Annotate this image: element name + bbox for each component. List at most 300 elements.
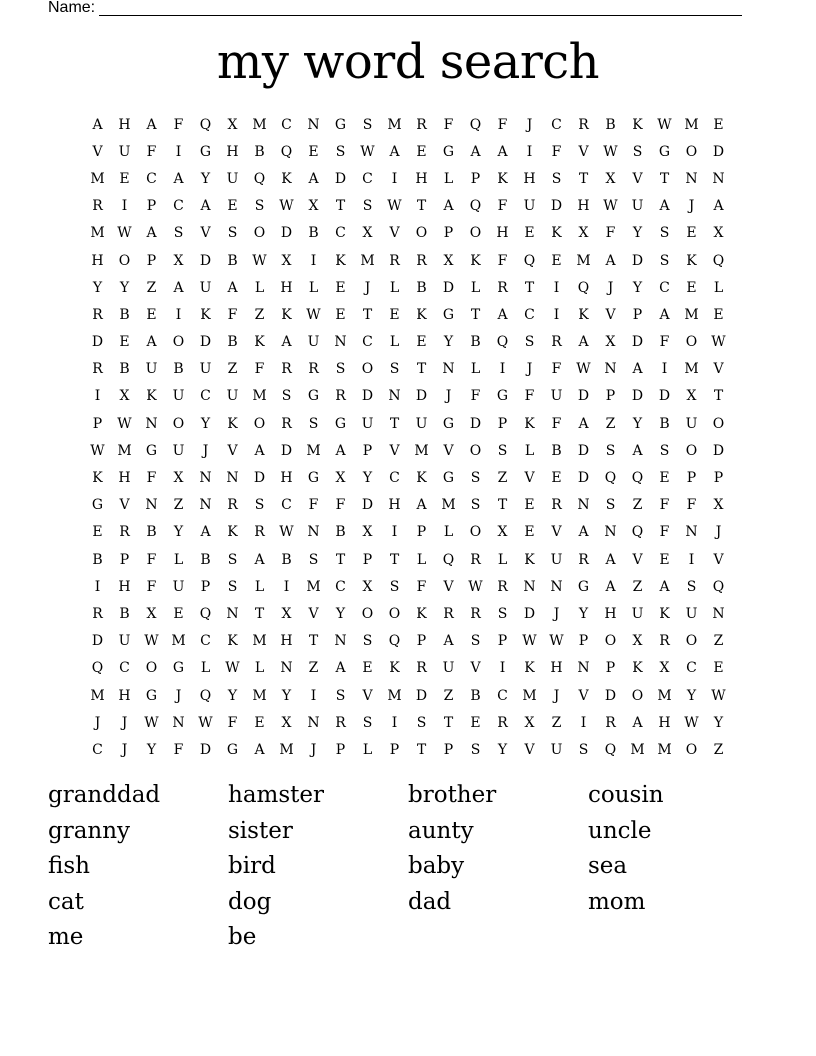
grid-cell: A xyxy=(200,198,211,215)
word-list-item: hamster xyxy=(228,782,324,808)
grid-cell: I xyxy=(94,388,101,405)
grid-cell: D xyxy=(604,687,617,704)
grid-cell: F xyxy=(146,551,157,568)
grid-cell: E xyxy=(227,198,238,215)
grid-cell: W xyxy=(198,714,213,731)
grid-cell: K xyxy=(470,252,481,269)
grid-cell: G xyxy=(334,415,347,432)
grid-cell: N xyxy=(307,524,320,541)
grid-cell: G xyxy=(145,687,158,704)
grid-cell: D xyxy=(631,252,644,269)
grid-cell: N xyxy=(172,714,185,731)
grid-cell: E xyxy=(335,306,346,323)
grid-cell: Z xyxy=(173,497,184,514)
grid-cell: V xyxy=(92,143,103,160)
grid-cell: F xyxy=(659,524,670,541)
grid-cell: S xyxy=(659,252,670,269)
grid-cell: X xyxy=(146,605,157,622)
grid-cell: X xyxy=(173,470,184,487)
grid-cell: M xyxy=(171,633,186,650)
grid-cell: P xyxy=(605,388,616,405)
letter-grid xyxy=(84,111,732,764)
grid-cell: M xyxy=(441,497,456,514)
grid-cell: I xyxy=(283,578,290,595)
page-title: my word search xyxy=(216,34,600,90)
grid-cell: G xyxy=(442,306,455,323)
grid-cell: X xyxy=(713,225,724,242)
grid-cell: K xyxy=(524,551,535,568)
grid-cell: H xyxy=(415,170,428,187)
grid-cell: W xyxy=(387,198,402,215)
grid-cell: U xyxy=(199,279,212,296)
grid-cell: V xyxy=(470,660,481,677)
grid-cell: T xyxy=(416,361,427,378)
grid-cell: A xyxy=(92,116,103,133)
grid-cell: L xyxy=(443,524,454,541)
grid-cell: H xyxy=(91,252,104,269)
grid-cell: R xyxy=(119,524,130,541)
grid-cell: F xyxy=(173,741,184,758)
grid-cell: M xyxy=(657,741,672,758)
grid-cell: A xyxy=(281,334,292,351)
grid-cell: E xyxy=(470,714,481,731)
grid-cell: O xyxy=(469,225,482,242)
grid-cell: T xyxy=(335,198,346,215)
grid-cell: W xyxy=(90,442,105,459)
grid-cell: E xyxy=(686,225,697,242)
grid-cell: E xyxy=(119,170,130,187)
grid-cell: X xyxy=(281,605,292,622)
grid-cell: R xyxy=(605,714,616,731)
word-list xyxy=(48,778,768,956)
word-list-item: aunty xyxy=(408,817,474,844)
grid-cell: X xyxy=(281,252,292,269)
grid-cell: N xyxy=(523,578,536,595)
grid-cell: A xyxy=(659,198,670,215)
grid-cell: A xyxy=(443,198,454,215)
grid-cell: A xyxy=(200,524,211,541)
grid-cell: H xyxy=(226,143,239,160)
grid-cell: M xyxy=(117,442,132,459)
grid-cell: A xyxy=(497,306,508,323)
grid-cell: C xyxy=(281,116,292,133)
grid-cell: Q xyxy=(712,252,725,269)
grid-cell: V xyxy=(632,170,643,187)
grid-cell: L xyxy=(200,660,211,677)
grid-cell: H xyxy=(118,470,131,487)
grid-cell: E xyxy=(119,334,130,351)
grid-cell: O xyxy=(145,660,158,677)
grid-cell: S xyxy=(632,143,643,160)
grid-cell: I xyxy=(553,279,560,296)
grid-cell: S xyxy=(686,578,697,595)
grid-cell: H xyxy=(118,116,131,133)
grid-cell: M xyxy=(576,252,591,269)
grid-cell: X xyxy=(281,714,292,731)
grid-cell: N xyxy=(199,470,212,487)
grid-cell: G xyxy=(658,143,671,160)
grid-cell: U xyxy=(550,388,563,405)
grid-cell: L xyxy=(443,170,454,187)
grid-cell: R xyxy=(335,388,346,405)
grid-cell: A xyxy=(605,578,616,595)
grid-cell: I xyxy=(499,361,506,378)
grid-cell: W xyxy=(279,198,294,215)
grid-cell: L xyxy=(254,279,265,296)
grid-cell: Q xyxy=(199,116,212,133)
grid-cell: E xyxy=(713,116,724,133)
grid-cell: K xyxy=(92,470,103,487)
grid-cell: M xyxy=(684,306,699,323)
grid-cell: J xyxy=(94,714,101,731)
grid-cell: T xyxy=(713,388,724,405)
grid-cell: I xyxy=(310,252,317,269)
grid-cell: I xyxy=(526,143,533,160)
grid-cell: I xyxy=(175,143,182,160)
grid-cell: J xyxy=(526,361,533,378)
grid-cell: G xyxy=(496,388,509,405)
grid-cell: Y xyxy=(200,415,211,432)
grid-cell: I xyxy=(391,524,398,541)
grid-cell: H xyxy=(388,497,401,514)
grid-cell: B xyxy=(281,551,292,568)
grid-cell: K xyxy=(281,170,292,187)
grid-cell: L xyxy=(254,660,265,677)
grid-cell: N xyxy=(307,714,320,731)
grid-cell: O xyxy=(253,415,266,432)
grid-cell: S xyxy=(362,633,373,650)
grid-cell: N xyxy=(685,170,698,187)
grid-cell: C xyxy=(281,497,292,514)
grid-cell: K xyxy=(416,470,427,487)
grid-cell: S xyxy=(389,361,400,378)
grid-cell: T xyxy=(389,415,400,432)
grid-cell: F xyxy=(470,388,481,405)
grid-cell: R xyxy=(92,605,103,622)
grid-cell: W xyxy=(279,524,294,541)
grid-cell: P xyxy=(362,442,373,459)
grid-cell: D xyxy=(199,334,212,351)
grid-cell: M xyxy=(252,388,267,405)
grid-cell: E xyxy=(308,143,319,160)
grid-cell: W xyxy=(252,252,267,269)
grid-cell: R xyxy=(92,306,103,323)
grid-cell: M xyxy=(684,361,699,378)
word-list-item: bird xyxy=(228,853,276,880)
grid-cell: R xyxy=(416,660,427,677)
grid-cell: Q xyxy=(631,524,644,541)
grid-cell: I xyxy=(391,714,398,731)
grid-cell: U xyxy=(631,198,644,215)
grid-cell: X xyxy=(362,578,373,595)
grid-cell: X xyxy=(173,252,184,269)
grid-cell: W xyxy=(549,633,564,650)
grid-cell: V xyxy=(713,361,724,378)
grid-cell: N xyxy=(604,524,617,541)
grid-cell: E xyxy=(173,605,184,622)
grid-cell: M xyxy=(630,741,645,758)
grid-cell: O xyxy=(415,225,428,242)
grid-cell: P xyxy=(416,633,427,650)
grid-cell: S xyxy=(470,470,481,487)
grid-cell: J xyxy=(175,687,182,704)
grid-cell: O xyxy=(469,442,482,459)
name-underline xyxy=(99,2,742,16)
grid-cell: P xyxy=(92,415,103,432)
word-list-item: granny xyxy=(48,817,131,844)
grid-cell: K xyxy=(578,306,589,323)
grid-cell: S xyxy=(362,116,373,133)
grid-cell: F xyxy=(308,497,319,514)
grid-cell: S xyxy=(605,497,616,514)
grid-cell: R xyxy=(308,361,319,378)
grid-cell: M xyxy=(684,116,699,133)
grid-cell: A xyxy=(605,551,616,568)
grid-cell: S xyxy=(254,198,265,215)
grid-cell: E xyxy=(713,306,724,323)
grid-cell: Y xyxy=(227,687,238,704)
grid-cell: D xyxy=(550,198,563,215)
grid-cell: A xyxy=(146,334,157,351)
grid-cell: S xyxy=(227,225,238,242)
grid-cell: Q xyxy=(604,741,617,758)
grid-cell: T xyxy=(524,279,535,296)
grid-cell: X xyxy=(443,252,454,269)
word-list-item: cat xyxy=(48,888,84,915)
grid-cell: U xyxy=(685,415,698,432)
grid-cell: Z xyxy=(713,741,724,758)
grid-cell: J xyxy=(688,198,695,215)
grid-cell: Z xyxy=(632,497,643,514)
grid-cell: M xyxy=(657,687,672,704)
grid-cell: Q xyxy=(712,578,725,595)
grid-cell: A xyxy=(308,170,319,187)
grid-cell: M xyxy=(252,116,267,133)
grid-cell: E xyxy=(659,551,670,568)
grid-cell: U xyxy=(442,660,455,677)
grid-cell: J xyxy=(202,442,209,459)
grid-cell: X xyxy=(362,225,373,242)
grid-cell: G xyxy=(307,388,320,405)
grid-cell: E xyxy=(551,470,562,487)
grid-cell: Q xyxy=(388,633,401,650)
grid-cell: C xyxy=(200,633,211,650)
grid-cell: J xyxy=(310,741,317,758)
grid-cell: K xyxy=(227,415,238,432)
grid-cell: A xyxy=(659,306,670,323)
grid-cell: B xyxy=(335,524,346,541)
grid-cell: S xyxy=(470,741,481,758)
grid-cell: F xyxy=(551,415,562,432)
grid-cell: D xyxy=(712,442,725,459)
word-list-item: baby xyxy=(408,853,465,880)
grid-cell: N xyxy=(712,605,725,622)
grid-cell: Q xyxy=(469,116,482,133)
grid-cell: X xyxy=(578,225,589,242)
word-list-item: mom xyxy=(588,888,646,915)
grid-cell: Z xyxy=(497,470,508,487)
grid-cell: A xyxy=(470,143,481,160)
grid-cell: R xyxy=(497,279,508,296)
grid-cell: E xyxy=(416,143,427,160)
grid-cell: L xyxy=(173,551,184,568)
grid-cell: M xyxy=(414,442,429,459)
grid-cell: I xyxy=(580,714,587,731)
grid-cell: Y xyxy=(632,415,643,432)
grid-cell: D xyxy=(91,633,104,650)
grid-cell: G xyxy=(91,497,104,514)
grid-cell: P xyxy=(200,578,211,595)
grid-cell: L xyxy=(524,442,535,459)
grid-cell: B xyxy=(119,605,130,622)
grid-cell: T xyxy=(497,497,508,514)
grid-cell: Z xyxy=(551,714,562,731)
grid-cell: N xyxy=(712,170,725,187)
grid-cell: M xyxy=(252,633,267,650)
grid-cell: W xyxy=(657,116,672,133)
grid-cell: W xyxy=(603,198,618,215)
grid-cell: H xyxy=(280,633,293,650)
grid-cell: H xyxy=(658,714,671,731)
grid-cell: Z xyxy=(632,578,643,595)
grid-cell: H xyxy=(118,578,131,595)
grid-cell: N xyxy=(388,388,401,405)
grid-cell: B xyxy=(200,551,211,568)
grid-cell: Z xyxy=(713,633,724,650)
grid-cell: L xyxy=(389,279,400,296)
grid-cell: J xyxy=(121,741,128,758)
grid-cell: K xyxy=(281,306,292,323)
grid-cell: P xyxy=(443,741,454,758)
grid-cell: E xyxy=(524,497,535,514)
grid-cell: W xyxy=(603,143,618,160)
grid-cell: F xyxy=(173,116,184,133)
grid-cell: Q xyxy=(91,660,104,677)
grid-cell: D xyxy=(577,388,590,405)
grid-cell: N xyxy=(226,605,239,622)
grid-cell: L xyxy=(497,551,508,568)
grid-cell: Y xyxy=(362,470,373,487)
grid-cell: K xyxy=(389,660,400,677)
grid-cell: R xyxy=(470,551,481,568)
grid-cell: V xyxy=(200,225,211,242)
grid-cell: K xyxy=(686,252,697,269)
grid-cell: F xyxy=(497,252,508,269)
grid-cell: D xyxy=(442,279,455,296)
grid-cell: C xyxy=(335,225,346,242)
grid-cell: A xyxy=(659,578,670,595)
grid-cell: U xyxy=(172,442,185,459)
grid-cell: S xyxy=(389,578,400,595)
grid-cell: U xyxy=(550,551,563,568)
grid-cell: R xyxy=(92,198,103,215)
grid-cell: S xyxy=(470,633,481,650)
grid-cell: P xyxy=(632,306,643,323)
grid-cell: X xyxy=(119,388,130,405)
grid-cell: Y xyxy=(578,605,589,622)
grid-cell: D xyxy=(469,415,482,432)
grid-cell: G xyxy=(145,442,158,459)
grid-cell: H xyxy=(496,225,509,242)
grid-cell: V xyxy=(713,551,724,568)
grid-cell: A xyxy=(578,415,589,432)
grid-cell: G xyxy=(307,470,320,487)
grid-cell: W xyxy=(711,334,726,351)
grid-cell: P xyxy=(497,415,508,432)
grid-cell: I xyxy=(553,306,560,323)
grid-cell: N xyxy=(577,497,590,514)
grid-cell: I xyxy=(310,687,317,704)
grid-cell: D xyxy=(631,334,644,351)
grid-cell: N xyxy=(226,470,239,487)
grid-cell: D xyxy=(91,334,104,351)
grid-cell: O xyxy=(685,143,698,160)
grid-cell: G xyxy=(442,470,455,487)
grid-cell: X xyxy=(713,497,724,514)
grid-cell: U xyxy=(415,415,428,432)
grid-cell: A xyxy=(254,442,265,459)
grid-cell: P xyxy=(497,633,508,650)
grid-cell: P xyxy=(605,660,616,677)
grid-cell: S xyxy=(362,198,373,215)
grid-cell: M xyxy=(387,116,402,133)
grid-cell: Y xyxy=(281,687,292,704)
grid-cell: W xyxy=(117,225,132,242)
grid-cell: F xyxy=(497,198,508,215)
grid-cell: I xyxy=(688,551,695,568)
grid-cell: F xyxy=(659,334,670,351)
grid-cell: V xyxy=(578,143,589,160)
grid-cell: B xyxy=(659,415,670,432)
grid-cell: S xyxy=(335,687,346,704)
grid-cell: B xyxy=(605,116,616,133)
grid-cell: F xyxy=(227,306,238,323)
grid-cell: C xyxy=(362,334,373,351)
grid-cell: O xyxy=(172,334,185,351)
grid-cell: R xyxy=(470,605,481,622)
grid-cell: P xyxy=(146,252,157,269)
grid-cell: Q xyxy=(604,470,617,487)
grid-cell: W xyxy=(468,578,483,595)
grid-cell: A xyxy=(389,143,400,160)
grid-cell: O xyxy=(361,361,374,378)
grid-cell: K xyxy=(632,116,643,133)
grid-cell: X xyxy=(524,714,535,731)
grid-cell: D xyxy=(361,388,374,405)
grid-cell: A xyxy=(578,334,589,351)
grid-cell: U xyxy=(172,578,185,595)
grid-cell: U xyxy=(685,605,698,622)
grid-cell: V xyxy=(443,578,454,595)
grid-cell: Y xyxy=(686,687,697,704)
grid-cell: E xyxy=(416,334,427,351)
grid-cell: S xyxy=(254,497,265,514)
grid-cell: R xyxy=(659,633,670,650)
grid-cell: J xyxy=(715,524,722,541)
grid-cell: F xyxy=(416,578,427,595)
grid-cell: D xyxy=(334,170,347,187)
grid-cell: T xyxy=(659,170,670,187)
grid-cell: T xyxy=(254,605,265,622)
grid-cell: A xyxy=(497,143,508,160)
grid-cell: G xyxy=(442,143,455,160)
grid-cell: Z xyxy=(443,687,454,704)
grid-cell: N xyxy=(334,334,347,351)
grid-cell: S xyxy=(281,388,292,405)
grid-cell: I xyxy=(94,578,101,595)
grid-cell: R xyxy=(254,524,265,541)
grid-cell: D xyxy=(577,442,590,459)
